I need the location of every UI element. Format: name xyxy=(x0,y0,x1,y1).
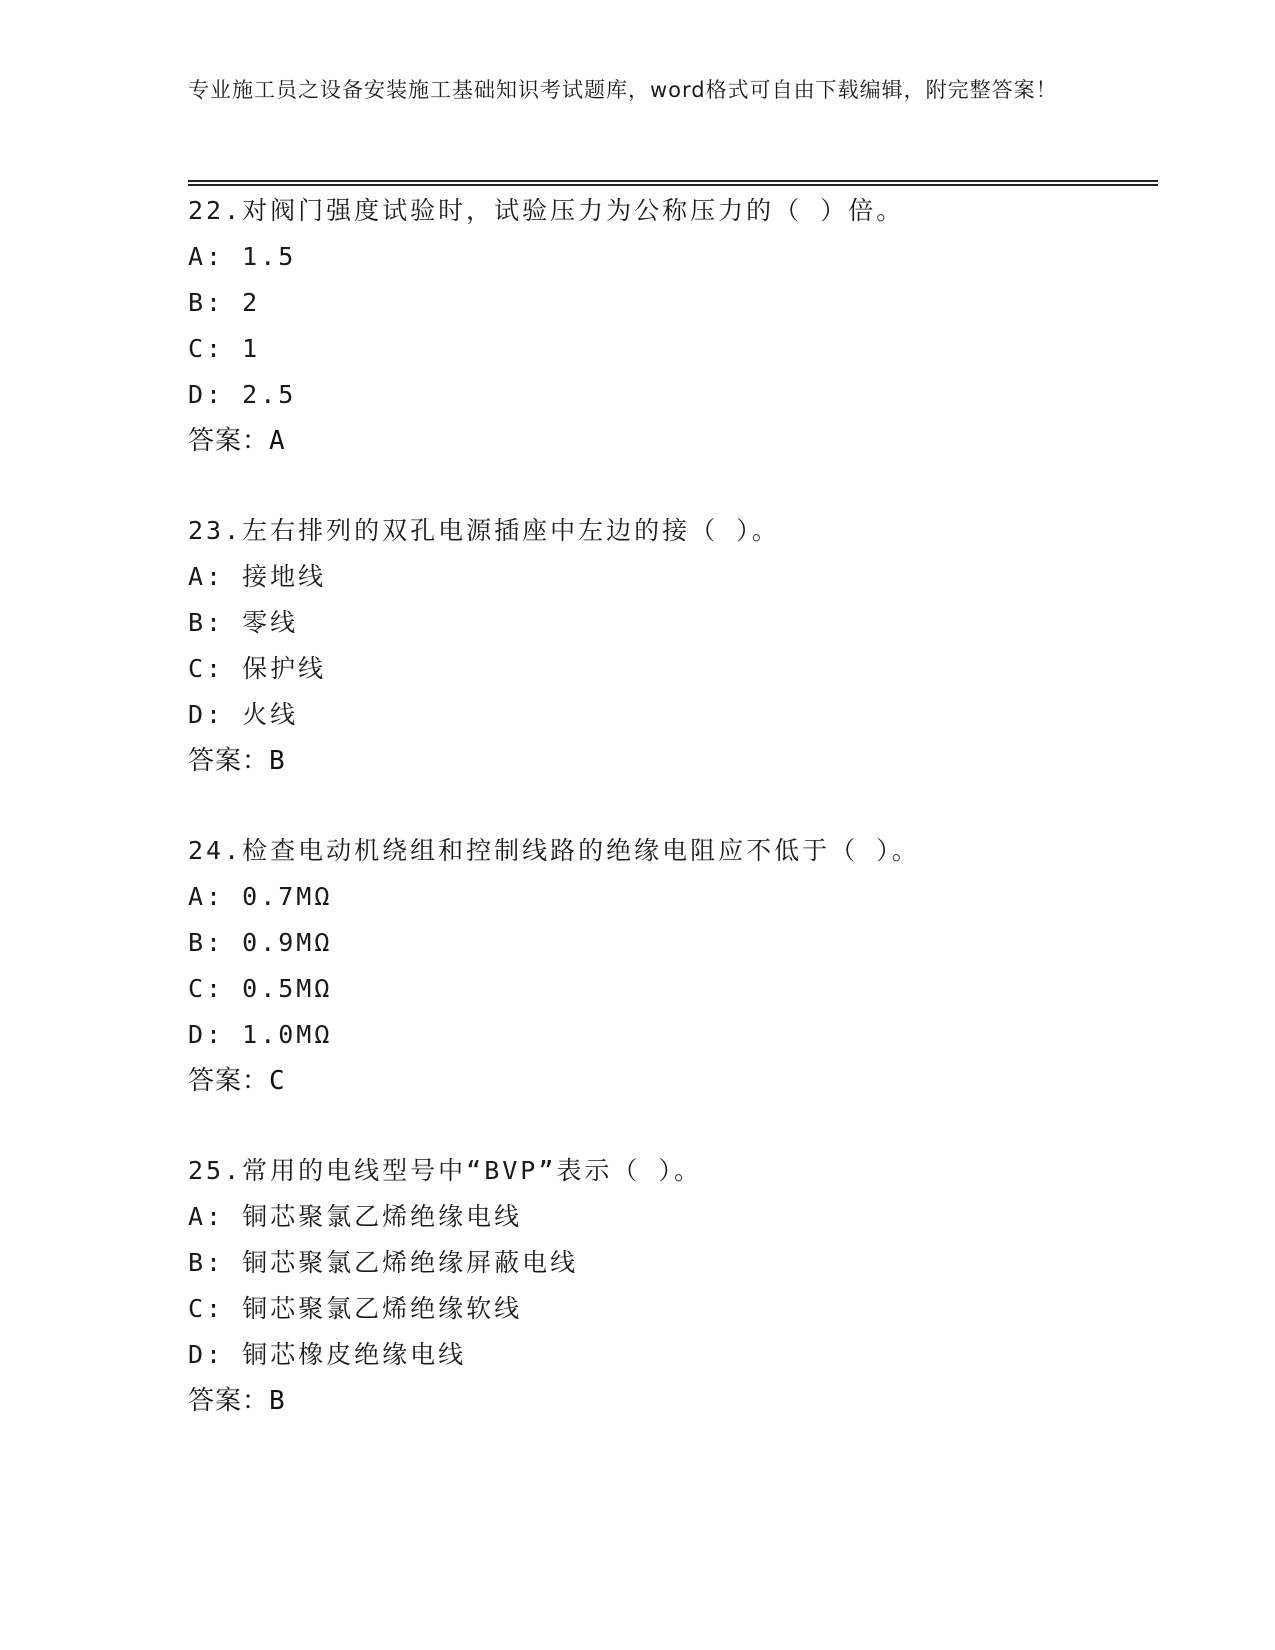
answer-label: 答案： xyxy=(188,1386,270,1416)
option-c: C: 保护线 xyxy=(188,654,327,683)
answer-value: C xyxy=(269,1066,286,1096)
question-block xyxy=(188,188,1148,464)
option-a: A: 0.7MΩ xyxy=(188,882,333,911)
answer-value: B xyxy=(269,746,286,776)
question-title: 25.常用的电线型号中“BVP”表示（ ）。 xyxy=(188,1156,702,1185)
answer-line xyxy=(188,1058,1148,1104)
answer-label: 答案： xyxy=(188,746,270,776)
question-title: 22.对阀门强度试验时，试验压力为公称压力的（ ）倍。 xyxy=(188,196,905,225)
option-d: D: 2.5 xyxy=(188,380,297,409)
question-title: 23.左右排列的双孔电源插座中左边的接（ ）。 xyxy=(188,516,780,545)
option-d: D: 1.0MΩ xyxy=(188,1020,333,1049)
option-a: A: 1.5 xyxy=(188,242,297,271)
answer-value: B xyxy=(269,1386,286,1416)
option-a: A: 接地线 xyxy=(188,562,327,591)
answer-label: 答案： xyxy=(188,426,270,456)
question-block xyxy=(188,508,1148,784)
option-c: C: 0.5MΩ xyxy=(188,974,333,1003)
answer-value: A xyxy=(269,426,286,456)
answer-label: 答案： xyxy=(188,1066,270,1096)
option-b: B: 0.9MΩ xyxy=(188,928,333,957)
answer-line xyxy=(188,1378,1148,1424)
question-block xyxy=(188,828,1148,1104)
option-b: B: 零线 xyxy=(188,608,299,637)
answer-line xyxy=(188,418,1148,464)
answer-line xyxy=(188,738,1148,784)
header-divider xyxy=(188,180,1158,185)
question-title: 24.检查电动机绕组和控制线路的绝缘电阻应不低于（ ）。 xyxy=(188,836,920,865)
option-b: B: 2 xyxy=(188,288,261,317)
option-d: D: 铜芯橡皮绝缘电线 xyxy=(188,1340,467,1369)
option-c: C: 铜芯聚氯乙烯绝缘软线 xyxy=(188,1294,523,1323)
option-a: A: 铜芯聚氯乙烯绝缘电线 xyxy=(188,1202,523,1231)
document-header: 专业施工员之设备安装施工基础知识考试题库，word格式可自由下载编辑，附完整答案！ xyxy=(188,78,1058,102)
question-block xyxy=(188,1148,1148,1424)
option-c: C: 1 xyxy=(188,334,261,363)
option-b: B: 铜芯聚氯乙烯绝缘屏蔽电线 xyxy=(188,1248,579,1277)
option-d: D: 火线 xyxy=(188,700,299,729)
